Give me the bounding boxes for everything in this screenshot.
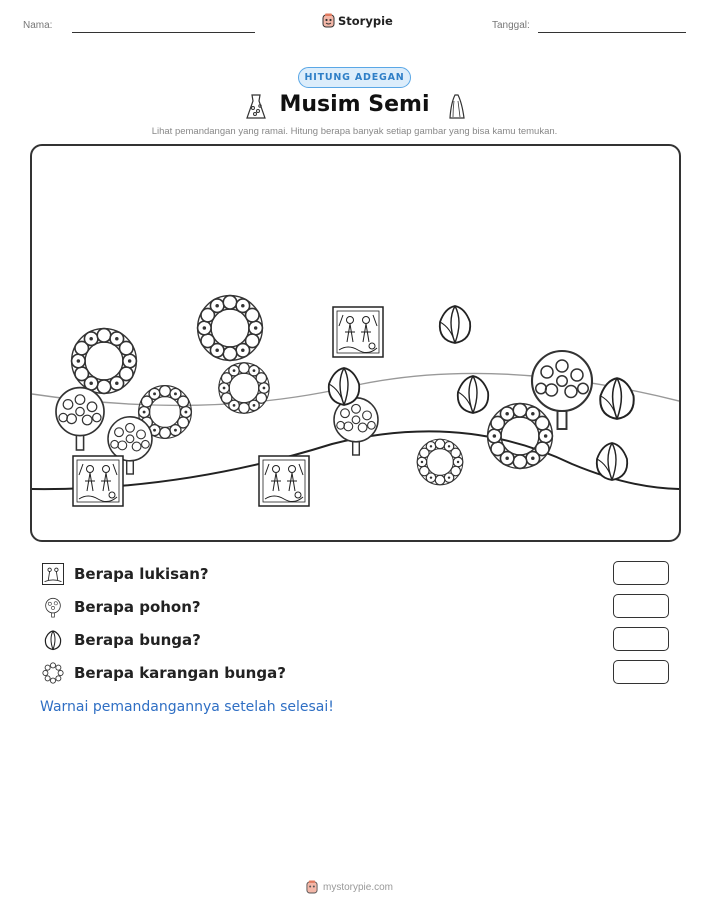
scene-drawing <box>32 146 681 542</box>
counting-scene <box>30 144 681 542</box>
question-row-trees <box>42 594 672 620</box>
color-instruction: Warnai pemandangannya setelah selesai! <box>40 699 334 715</box>
question-text: Berapa bunga? <box>74 631 201 649</box>
brand-logo <box>322 13 393 28</box>
question-text: Berapa karangan bunga? <box>74 664 286 682</box>
storypie-mascot-icon <box>306 880 318 894</box>
instructions: Lihat pemandangan yang ramai. Hitung berapa banyak setiap gambar yang bisa kamu temukan. <box>151 126 558 137</box>
name-label: Nama: <box>23 20 53 31</box>
veil-icon <box>444 93 470 121</box>
question-text: Berapa pohon? <box>74 598 201 616</box>
date-label: Tanggal: <box>492 20 530 31</box>
question-row-paintings <box>42 561 672 587</box>
question-row-wreaths <box>42 660 672 686</box>
wreath-icon <box>42 662 64 684</box>
date-line[interactable] <box>538 32 686 33</box>
activity-badge: HITUNG ADEGAN <box>298 67 411 88</box>
question-text: Berapa lukisan? <box>74 565 209 583</box>
answer-box-paintings[interactable] <box>613 561 669 585</box>
tulip-icon <box>42 629 64 651</box>
name-line[interactable] <box>72 32 255 33</box>
footer-url[interactable]: mystorypie.com <box>323 881 394 893</box>
answer-box-flowers[interactable] <box>613 627 669 651</box>
question-row-flowers <box>42 627 672 653</box>
page-title: Musim Semi <box>279 92 430 117</box>
brand-name: Storypie <box>338 13 393 28</box>
storypie-mascot-icon <box>322 13 335 28</box>
tree-icon <box>42 596 64 618</box>
answer-box-trees[interactable] <box>613 594 669 618</box>
footer <box>306 880 393 894</box>
answer-box-wreaths[interactable] <box>613 660 669 684</box>
painting-icon <box>42 563 64 585</box>
